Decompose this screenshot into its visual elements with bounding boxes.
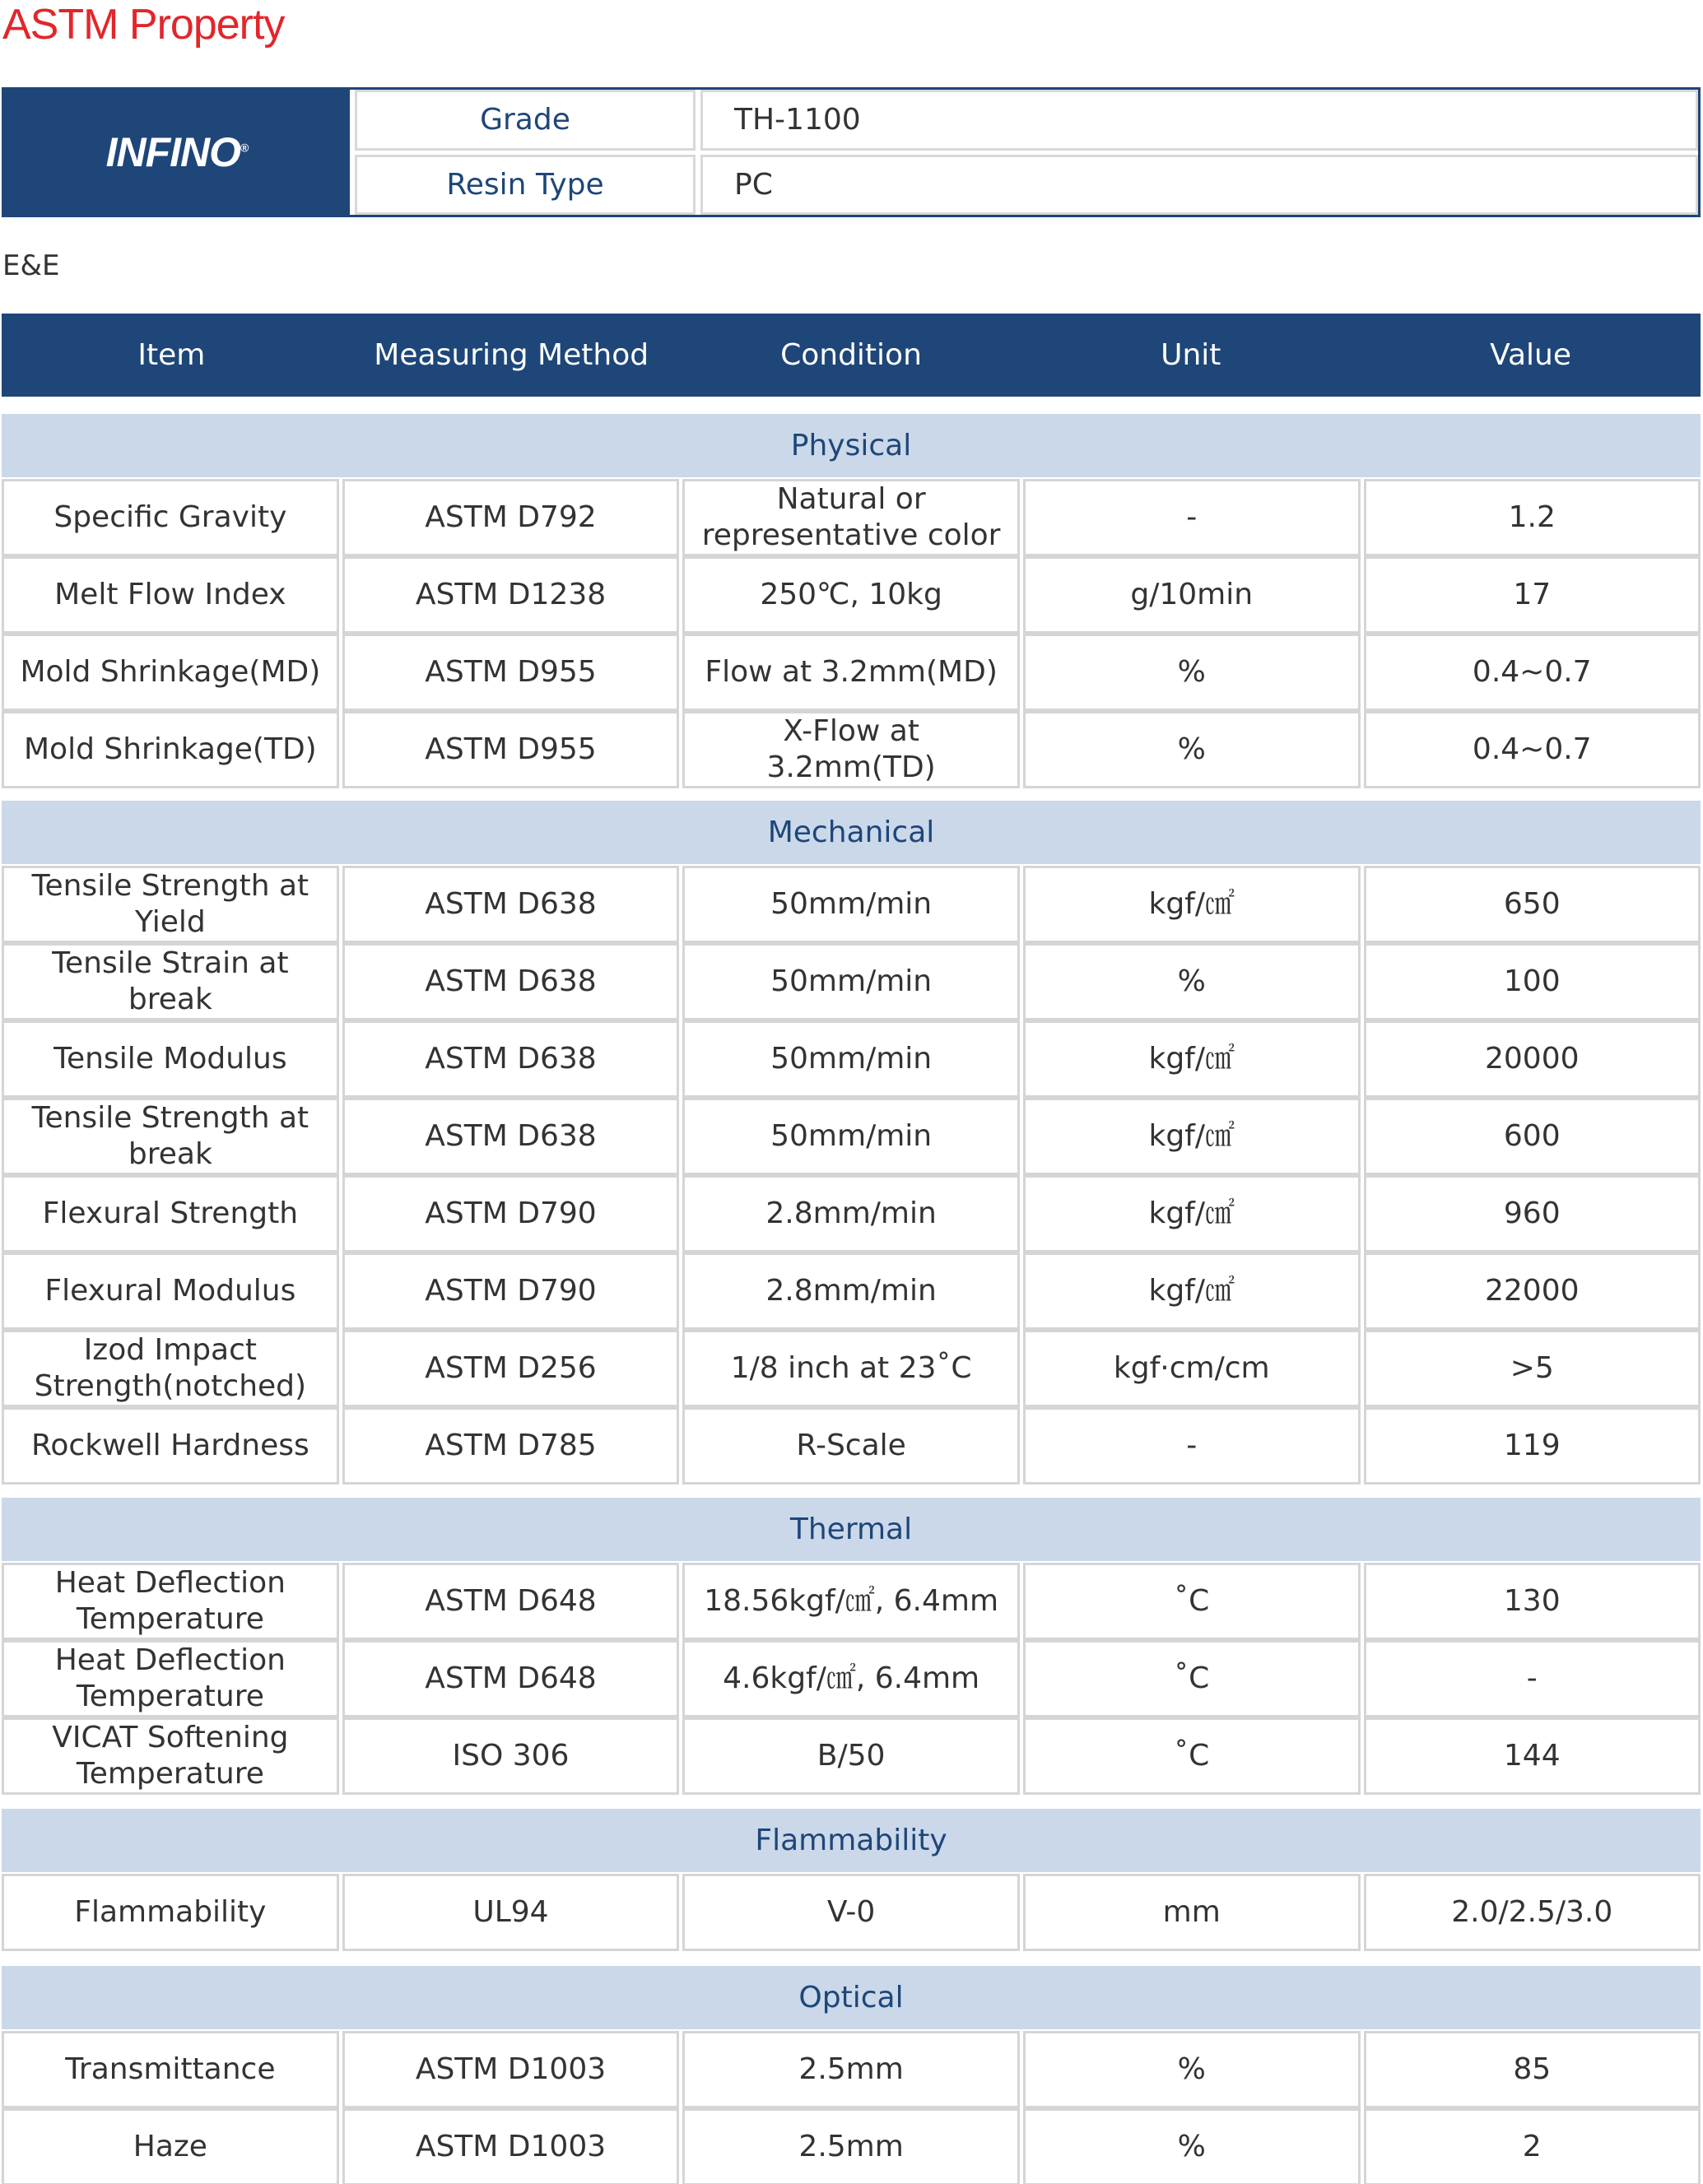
header-condition: Condition [780,338,922,372]
grade-info-box [2,87,1701,217]
cell-item: Heat Deflection Temperature [2,1640,339,1717]
table-row [2,479,1701,556]
cell-method: ASTM D638 [342,866,680,943]
section-title: Physical [2,414,1701,477]
cell-unit: kgf·cm/cm [1023,1330,1361,1407]
table-row [2,866,1701,943]
header-value: Value [1490,338,1572,372]
cell-condition: 250℃, 10kg [682,556,1020,634]
header-item: Item [137,338,206,372]
cell-value: 22000 [1364,1252,1701,1330]
cell-item: Tensile Modulus [2,1020,339,1098]
cell-method: ASTM D955 [342,711,680,788]
cell-condition: R-Scale [682,1407,1020,1485]
cell-value: 130 [1364,1563,1701,1640]
cell-item: Specific Gravity [2,479,339,556]
table-row [2,556,1701,634]
cell-item: Mold Shrinkage(TD) [2,711,339,788]
cell-condition: 50mm/min [682,943,1020,1020]
cell-unit: mm [1023,1874,1361,1951]
cell-condition: B/50 [682,1717,1020,1795]
cell-unit: g/10min [1023,556,1361,634]
section-mechanical [2,801,1701,1485]
cell-value: 17 [1364,556,1701,634]
cell-value: 85 [1364,2031,1701,2108]
cell-item: Transmittance [2,2031,339,2108]
table-row [2,1098,1701,1175]
cell-value: 119 [1364,1407,1701,1485]
section-title: Thermal [2,1498,1701,1561]
cell-value: - [1364,1640,1701,1717]
cell-method: ASTM D955 [342,634,680,711]
section-physical [2,414,1701,788]
cell-method: ASTM D1238 [342,556,680,634]
cell-condition: 50mm/min [682,866,1020,943]
cell-item: Izod Impact Strength(notched) [2,1330,339,1407]
cell-method: ASTM D638 [342,1098,680,1175]
cell-unit: % [1023,634,1361,711]
section-title: Mechanical [2,801,1701,864]
brand-logo [4,90,350,215]
info-row-resin-type [355,155,1698,216]
table-row [2,1563,1701,1640]
table-row [2,1330,1701,1407]
table-header [2,314,1701,397]
cell-method: UL94 [342,1874,680,1951]
cell-method: ASTM D256 [342,1330,680,1407]
table-row [2,634,1701,711]
cell-item: Rockwell Hardness [2,1407,339,1485]
cell-method: ASTM D790 [342,1252,680,1330]
info-grid [350,90,1698,215]
section-title: Flammability [2,1809,1701,1872]
header-unit: Unit [1161,338,1221,372]
info-value: TH-1100 [700,90,1698,151]
cell-value: >5 [1364,1330,1701,1407]
cell-value: 960 [1364,1175,1701,1252]
section-optical [2,1966,1701,2184]
section-title: Optical [2,1966,1701,2029]
section-rows [2,1872,1701,1951]
cell-item: Flammability [2,1874,339,1951]
cell-method: ASTM D638 [342,1020,680,1098]
cell-value: 2 [1364,2108,1701,2184]
table-row [2,2031,1701,2108]
cell-condition: 1/8 inch at 23˚C [682,1330,1020,1407]
cell-condition: Flow at 3.2mm(MD) [682,634,1020,711]
cell-item: Mold Shrinkage(MD) [2,634,339,711]
table-row [2,1252,1701,1330]
cell-condition: Natural or representative color [682,479,1020,556]
cell-condition: V-0 [682,1874,1020,1951]
cell-method: ASTM D1003 [342,2108,680,2184]
info-row-grade [355,90,1698,151]
cell-item: Tensile Strength at break [2,1098,339,1175]
cell-item: Flexural Modulus [2,1252,339,1330]
cell-item: Tensile Strain at break [2,943,339,1020]
cell-value: 1.2 [1364,479,1701,556]
cell-method: ISO 306 [342,1717,680,1795]
logo-text: INFINO® [105,129,249,175]
info-label: Grade [355,90,696,151]
cell-condition: 50mm/min [682,1020,1020,1098]
table-row [2,1717,1701,1795]
cell-unit: ˚C [1023,1563,1361,1640]
cell-condition: 2.8mm/min [682,1175,1020,1252]
section-thermal [2,1498,1701,1795]
cell-item: Tensile Strength at Yield [2,866,339,943]
cell-unit: kgf/㎠ [1023,1020,1361,1098]
section-rows [2,2029,1701,2184]
section-rows [2,1561,1701,1795]
cell-unit: % [1023,943,1361,1020]
cell-unit: ˚C [1023,1640,1361,1717]
cell-unit: % [1023,2031,1361,2108]
cell-method: ASTM D792 [342,479,680,556]
cell-condition: 18.56kgf/㎠, 6.4mm [682,1563,1020,1640]
info-label: Resin Type [355,155,696,216]
cell-condition: 4.6kgf/㎠, 6.4mm [682,1640,1020,1717]
table-row [2,2108,1701,2184]
cell-unit: - [1023,1407,1361,1485]
cell-unit: kgf/㎠ [1023,866,1361,943]
cell-unit: % [1023,711,1361,788]
page-title: ASTM Property [2,1,285,49]
cell-item: Melt Flow Index [2,556,339,634]
cell-method: ASTM D648 [342,1640,680,1717]
section-flammability [2,1809,1701,1951]
cell-condition: 2.5mm [682,2108,1020,2184]
table-row [2,1874,1701,1951]
cell-value: 0.4~0.7 [1364,634,1701,711]
cell-method: ASTM D648 [342,1563,680,1640]
category-label: E&E [2,249,60,282]
cell-value: 0.4~0.7 [1364,711,1701,788]
cell-value: 144 [1364,1717,1701,1795]
table-row [2,943,1701,1020]
cell-value: 650 [1364,866,1701,943]
cell-value: 100 [1364,943,1701,1020]
table-row [2,1640,1701,1717]
table-row [2,1175,1701,1252]
cell-value: 600 [1364,1098,1701,1175]
cell-method: ASTM D1003 [342,2031,680,2108]
cell-unit: kgf/㎠ [1023,1252,1361,1330]
cell-method: ASTM D785 [342,1407,680,1485]
table-row [2,711,1701,788]
cell-method: ASTM D638 [342,943,680,1020]
cell-method: ASTM D790 [342,1175,680,1252]
cell-condition: 50mm/min [682,1098,1020,1175]
cell-unit: - [1023,479,1361,556]
header-measuring-method: Measuring Method [374,338,649,372]
cell-unit: % [1023,2108,1361,2184]
cell-value: 2.0/2.5/3.0 [1364,1874,1701,1951]
section-rows [2,477,1701,788]
cell-item: Heat Deflection Temperature [2,1563,339,1640]
section-rows [2,864,1701,1485]
cell-item: VICAT Softening Temperature [2,1717,339,1795]
cell-condition: 2.8mm/min [682,1252,1020,1330]
cell-unit: ˚C [1023,1717,1361,1795]
cell-value: 20000 [1364,1020,1701,1098]
cell-item: Haze [2,2108,339,2184]
cell-condition: 2.5mm [682,2031,1020,2108]
info-value: PC [700,155,1698,216]
cell-condition: X-Flow at 3.2mm(TD) [682,711,1020,788]
cell-unit: kgf/㎠ [1023,1098,1361,1175]
table-row [2,1020,1701,1098]
cell-unit: kgf/㎠ [1023,1175,1361,1252]
cell-item: Flexural Strength [2,1175,339,1252]
table-row [2,1407,1701,1485]
